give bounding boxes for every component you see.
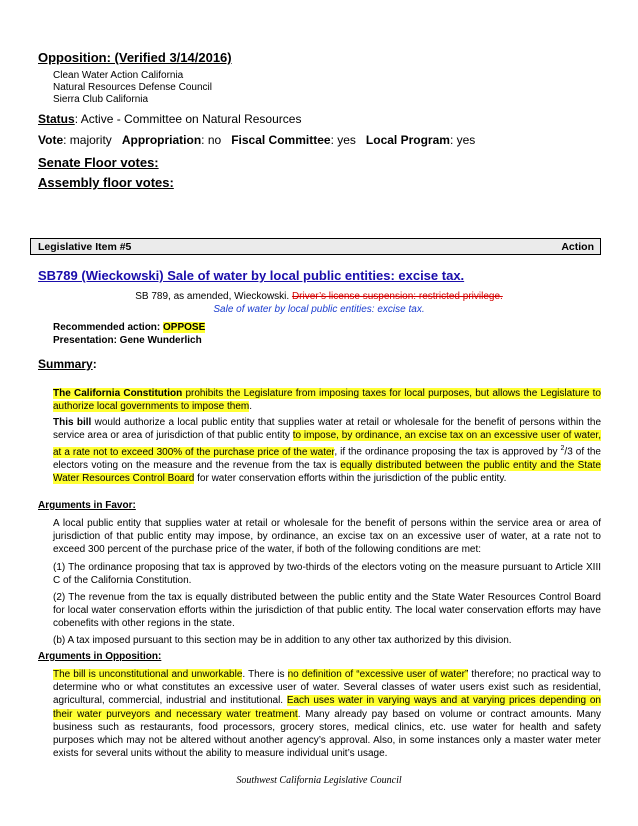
appropriation-label: Appropriation bbox=[121, 133, 202, 147]
fiscal-value: : yes bbox=[330, 133, 356, 147]
bill-new-title: Sale of water by local public entities: excise tax. bbox=[213, 304, 425, 315]
legislative-item-bar bbox=[30, 238, 601, 255]
vote-line bbox=[38, 133, 475, 147]
bill-amended-prefix: SB 789, as amended, Wieckowski. bbox=[135, 291, 290, 302]
summary-p2-d: for water conservation efforts within the jurisdiction of the public entity. bbox=[194, 473, 507, 485]
summary-p2-a: would authorize a local public entity that supplies water at retail or wholesale for the benefit of persons within the service area or area of jurisdiction of that public entity bbox=[53, 417, 602, 442]
summary-heading: Summary bbox=[38, 357, 93, 371]
summary-p2-c: of the electors voting on the measure and the revenue from the tax is bbox=[53, 446, 601, 471]
opp-definition-highlight: no definition of “excessive user of water” bbox=[287, 669, 469, 680]
summary-p1-end: . bbox=[249, 401, 252, 413]
favor-heading: Arguments in Favor: bbox=[38, 500, 136, 511]
status-line bbox=[38, 112, 301, 126]
opp-varying-use-highlight: Each uses water in varying ways and at varying prices depending on their water purveyors and necessary water treatment bbox=[53, 695, 601, 720]
summary-constitution-bold: The California Constitution bbox=[53, 388, 183, 399]
opposition-org: Natural Resources Defense Council bbox=[53, 82, 212, 93]
appropriation-value: : no bbox=[201, 133, 222, 147]
summary-paragraph-2 bbox=[53, 416, 601, 485]
favor-paragraph-3: (2) The revenue from the tax is equally distributed between the public entity and the State Water Resources Control Board for local water conservation efforts within the jurisdiction of that public entity. The local water conservation efforts may have cobenefits with other regions in the state. bbox=[53, 592, 601, 630]
opposition-org: Sierra Club California bbox=[53, 94, 149, 105]
local-program-value: : yes bbox=[449, 133, 476, 147]
opp-unconstitutional-highlight: The bill is unconstitutional and unworkable bbox=[53, 669, 243, 680]
favor-paragraph-4: (b) A tax imposed pursuant to this section may be in addition to any other tax authorized by this division. bbox=[53, 635, 512, 646]
summary-p2-b: , if the ordinance proposing the tax is approved by bbox=[334, 446, 561, 458]
bill-amended-line bbox=[0, 291, 638, 303]
summary-constitution-text: prohibits the Legislature from imposing taxes for local purposes, but allows the Legislature to authorize local governments to impose them bbox=[53, 388, 601, 413]
item-action-label: Action bbox=[561, 241, 594, 253]
status-label: Status bbox=[38, 112, 75, 126]
opposition-heading: Opposition: (Verified 3/14/2016) bbox=[38, 50, 232, 65]
vote-label: Vote bbox=[38, 133, 64, 147]
summary-this-bill: This bill bbox=[53, 417, 92, 428]
favor-paragraph-2: (1) The ordinance proposing that tax is approved by two-thirds of the electors voting on the measure pursuant to Article XIII C of the California Constitution. bbox=[53, 562, 601, 587]
recommended-action bbox=[53, 322, 205, 333]
summary-paragraph-1 bbox=[53, 387, 601, 413]
favor-paragraph-1: A local public entity that supplies water at retail or wholesale for the benefit of persons within the service area or area of jurisdiction of that public entity may impose, by ordinance, an excise tax on an excessive user of water, at a rate not to exceed 300 percent of the purchase price of the water, if both of the following conditions are met: bbox=[53, 518, 601, 556]
opp-text-1: . There is bbox=[242, 669, 288, 680]
senate-floor-heading: Senate Floor votes: bbox=[38, 155, 159, 170]
fraction-numerator: 2 bbox=[560, 445, 565, 453]
fraction-denominator: /3 bbox=[564, 446, 573, 458]
summary-distribution-highlight: equally distributed between the public entity and the State Water Resources Control Board bbox=[53, 459, 601, 485]
item-number: Legislative Item #5 bbox=[38, 241, 132, 253]
recommended-action-value: OPPOSE bbox=[163, 322, 206, 333]
page-footer: Southwest California Legislative Council bbox=[236, 775, 402, 786]
summary-excise-highlight: to impose, by ordinance, an excise tax on an excessive user of water, at a rate not to exceed 300% of the purchase price of the water bbox=[53, 430, 601, 458]
opposition-list bbox=[53, 70, 212, 106]
opp-text-3: . Many already pay based on volume or contract amounts. Many business such as restaurants, food processors, grocery stores, medical clinics, etc. use water for health and safety purposes which may not be altered without another agency’s approval. Also, in some instances only a master water meter exists for several units without the ability to measure individual unit’s usage. bbox=[53, 708, 602, 760]
bill-struck-title: Driver’s license suspension: restricted privilege. bbox=[291, 291, 503, 302]
fiscal-label: Fiscal Committee bbox=[231, 133, 331, 147]
opposition-args-paragraph bbox=[53, 668, 601, 760]
opposition-org: Clean Water Action California bbox=[53, 70, 184, 81]
status-value: : Active - Committee on Natural Resources bbox=[74, 112, 302, 126]
assembly-floor-heading: Assembly floor votes: bbox=[38, 175, 174, 190]
vote-value: : majority bbox=[63, 133, 112, 147]
summary-heading-line: Summary: bbox=[38, 357, 97, 371]
opposition-args-heading: Arguments in Opposition: bbox=[38, 651, 162, 662]
recommended-action-label: Recommended action: bbox=[53, 322, 161, 333]
opp-text-2: therefore; no practical way to determine who or what constitutes an excessive user of water. Several classes of water users exist such as residential, agricultural, commercial, industrial and institutional. bbox=[53, 669, 601, 707]
bill-title-link[interactable]: SB789 (Wieckowski) Sale of water by local public entities: excise tax. bbox=[38, 268, 465, 283]
presentation-line: Presentation: Gene Wunderlich bbox=[53, 335, 202, 346]
local-program-label: Local Program bbox=[365, 133, 450, 147]
